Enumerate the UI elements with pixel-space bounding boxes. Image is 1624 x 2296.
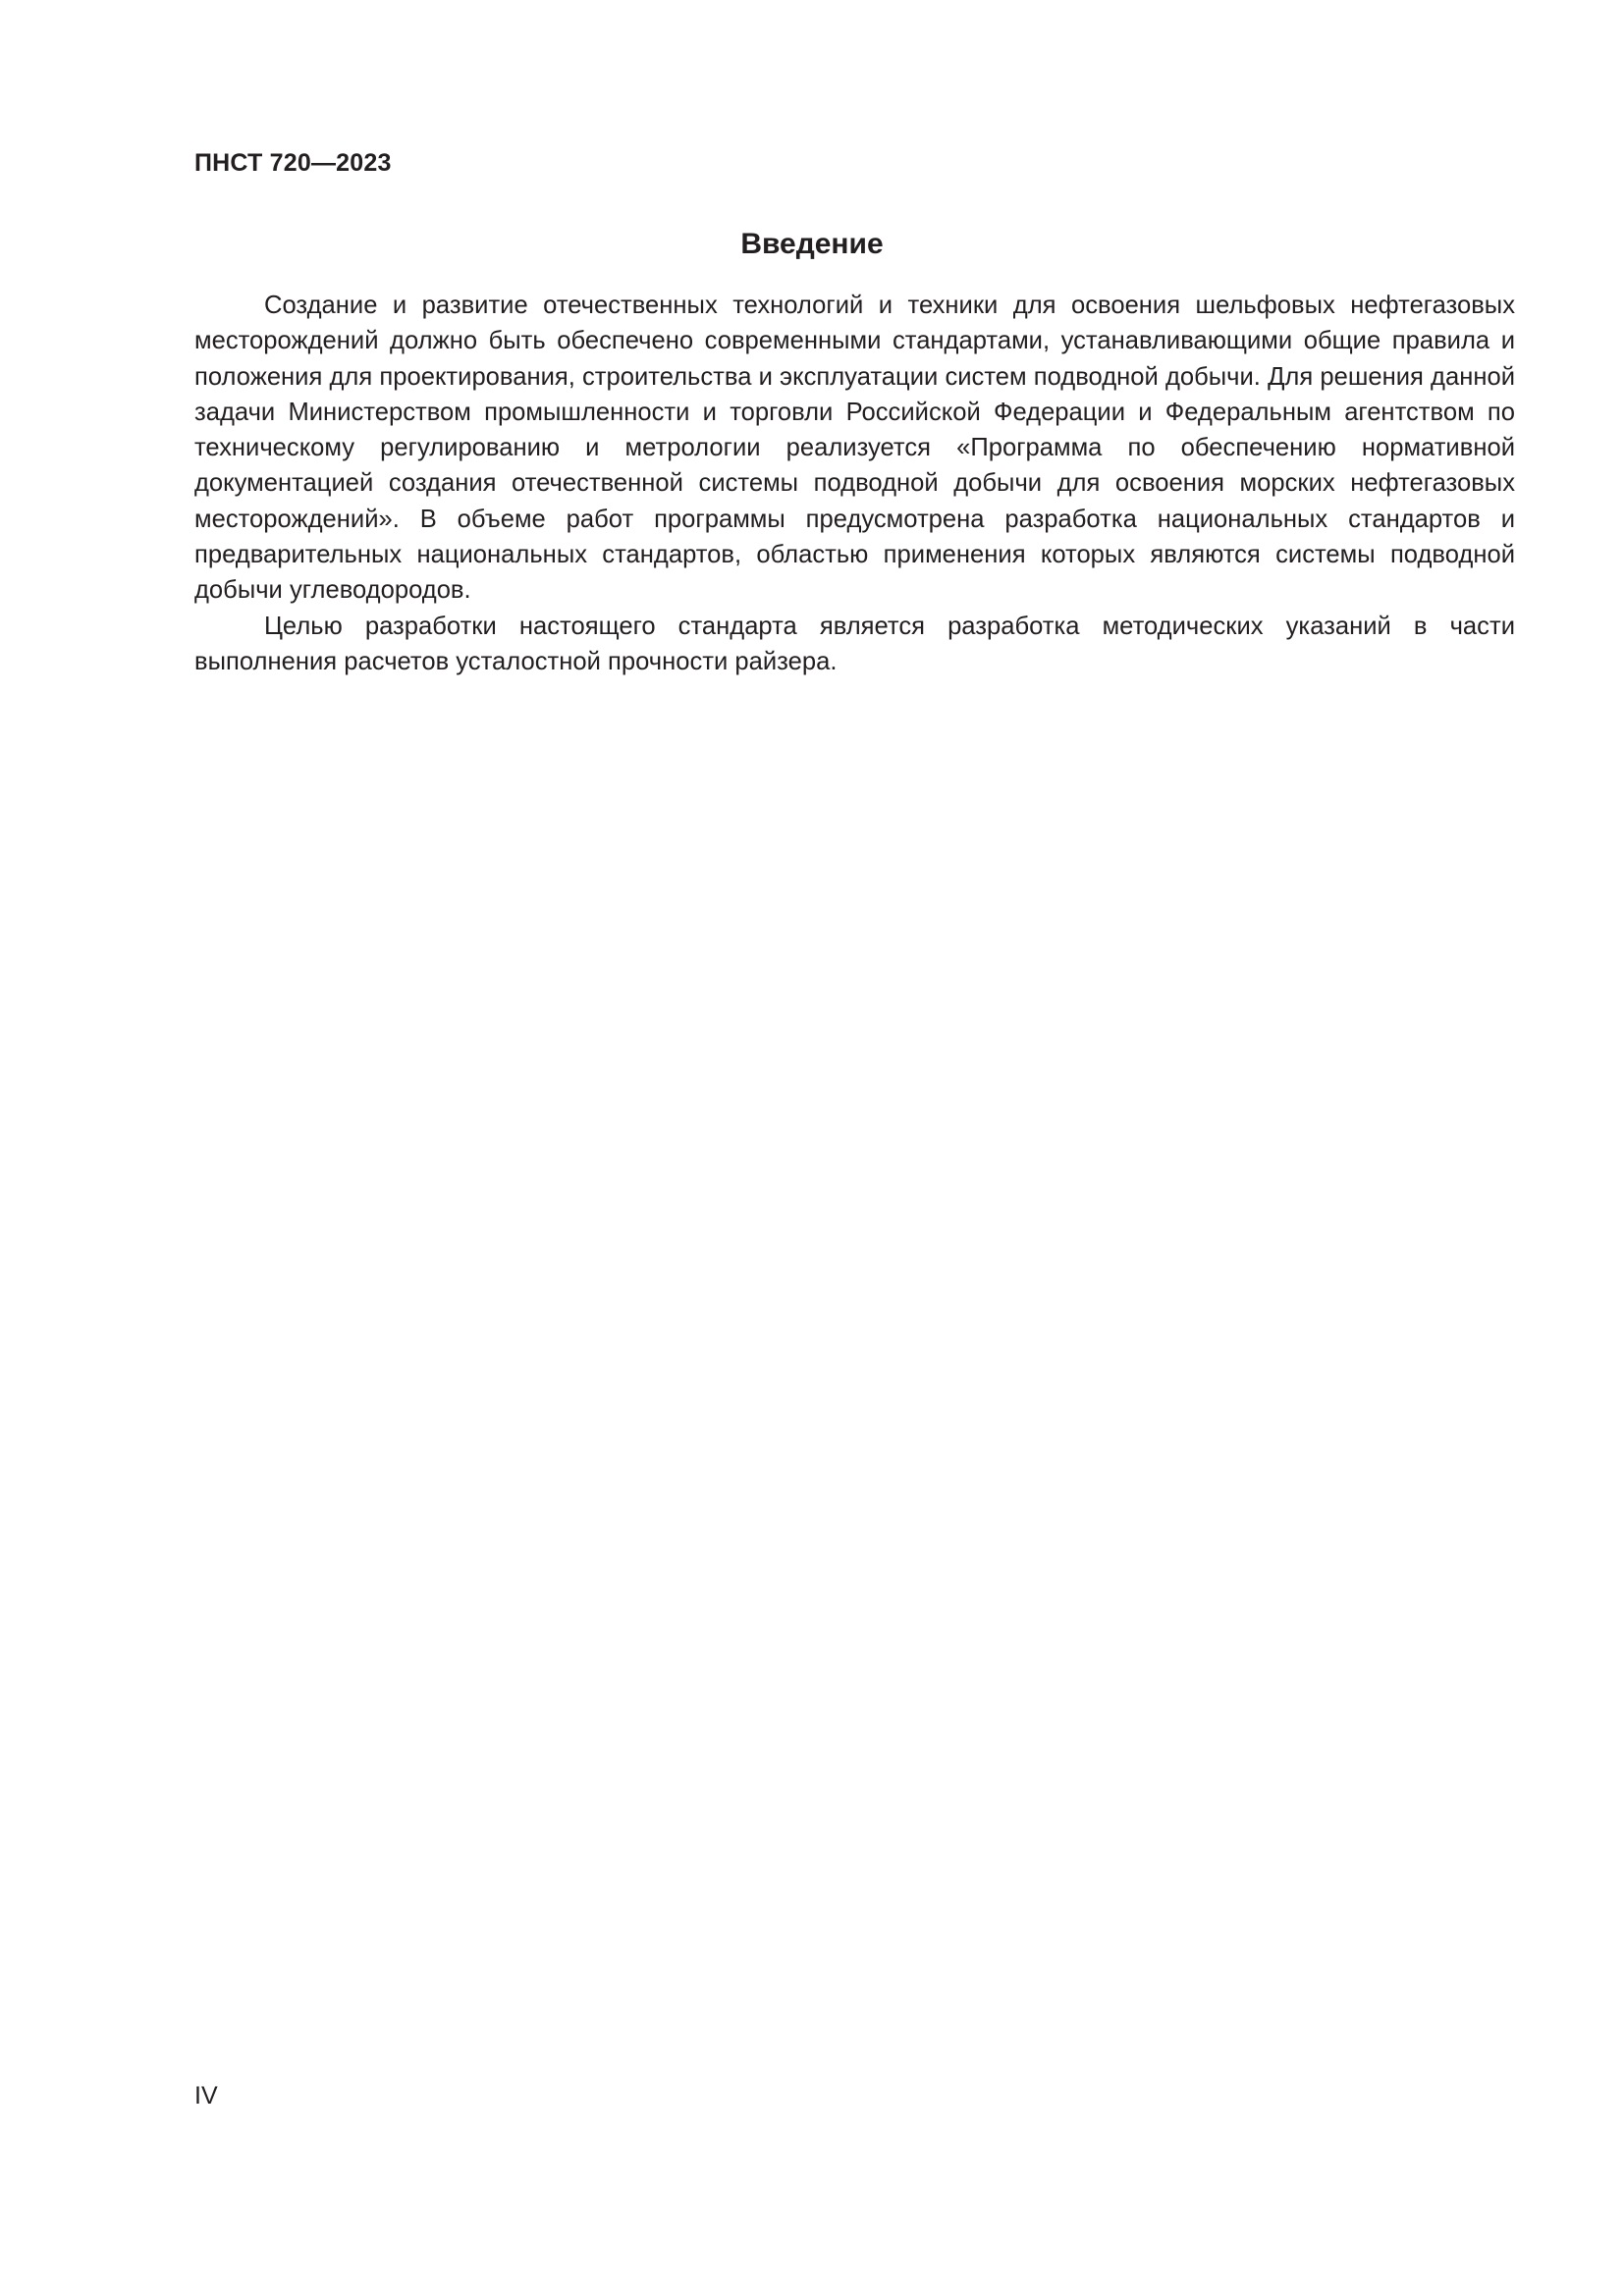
page-number: IV [194, 2082, 218, 2109]
section-body [194, 288, 1515, 679]
paragraph: Целью разработки настоящего стандарта является разработка методических указаний в части выполнения расчетов усталостной прочности райзера. [194, 612, 1515, 675]
document-code: ПНСТ 720—2023 [194, 149, 392, 177]
paragraph: Создание и развитие отечественных технологий и техники для освоения шельфовых нефтегазовых месторождений должно быть обеспечено современными стандартами, устанавливающими общие правила и положения для проектирования, строительства и эксплуатации систем подводной добычи. Для решения данной задачи Министерством промышленности и торговли Российской Федерации и Федеральным агентством по техническому регулированию и метрологии реализуется «Программа по обеспечению нормативной документацией создания отечественной системы подводной добычи для освоения морских нефтегазовых месторождений». В объеме работ программы предусмотрена разработка национальных стандартов и предварительных национальных стандартов, областью применения которых являются системы подводной добычи углеводородов. [194, 292, 1515, 605]
section-title: Введение [740, 228, 884, 260]
